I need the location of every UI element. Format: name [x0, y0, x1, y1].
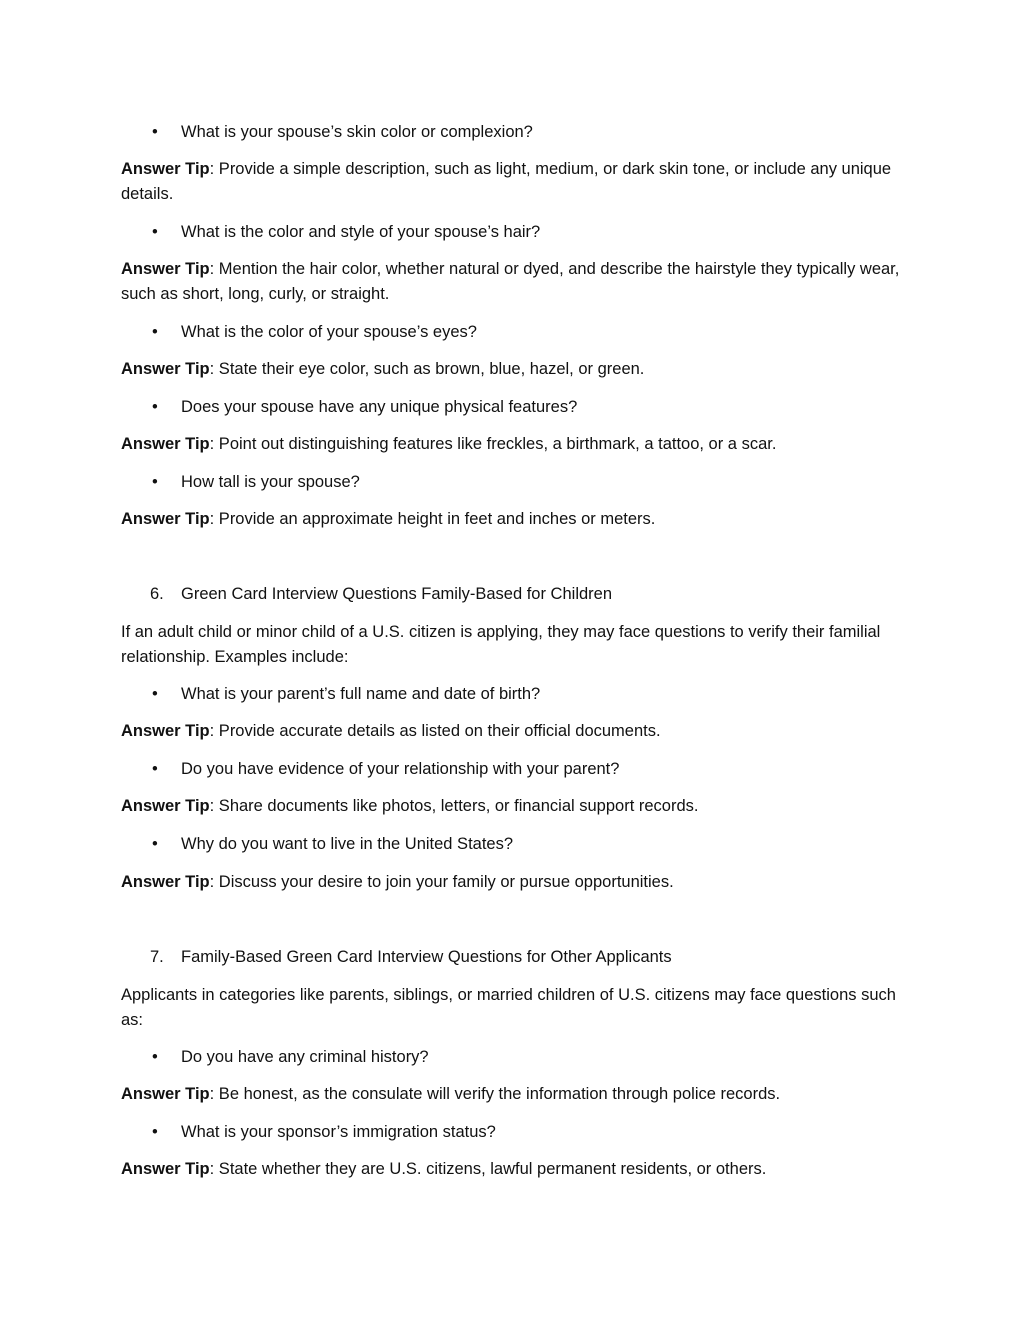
- section-heading: 7. Family-Based Green Card Interview Questions for Other Applicants: [150, 948, 672, 966]
- question-bullet: • What is your parent’s full name and date of birth?: [181, 682, 901, 707]
- question-bullet: • Do you have evidence of your relationship with your parent?: [181, 757, 901, 782]
- intro-paragraph: Applicants in categories like parents, siblings, or married children of U.S. citizens may face questions such as:: [121, 986, 896, 1029]
- answer-tip: Answer Tip: Be honest, as the consulate will verify the information through police records.: [121, 1085, 781, 1103]
- question-bullet: • Do you have any criminal history?: [181, 1045, 901, 1070]
- answer-tip: Answer Tip: Provide accurate details as listed on their official documents.: [121, 722, 661, 740]
- question-bullet: • Why do you want to live in the United States?: [181, 832, 901, 857]
- section-heading: 6. Green Card Interview Questions Family-Based for Children: [150, 585, 613, 603]
- answer-tip: Answer Tip: Provide a simple description, such as light, medium, or dark skin tone, or include any unique details.: [121, 160, 892, 203]
- answer-tip: Answer Tip: Provide an approximate height in feet and inches or meters.: [121, 510, 656, 528]
- answer-tip: Answer Tip: Share documents like photos, letters, or financial support records.: [121, 797, 699, 815]
- question-bullet: • What is your sponsor’s immigration status?: [181, 1120, 901, 1145]
- answer-tip: Answer Tip: Discuss your desire to join your family or pursue opportunities.: [121, 873, 674, 891]
- question-bullet: • How tall is your spouse?: [181, 470, 901, 495]
- question-bullet: • What is the color and style of your spouse’s hair?: [181, 220, 901, 245]
- answer-tip: Answer Tip: State their eye color, such as brown, blue, hazel, or green.: [121, 360, 645, 378]
- answer-tip: Answer Tip: Point out distinguishing features like freckles, a birthmark, a tattoo, or a scar.: [121, 435, 777, 453]
- question-bullet: • Does your spouse have any unique physical features?: [181, 395, 901, 420]
- question-bullet: • What is the color of your spouse’s eyes?: [181, 320, 901, 345]
- answer-tip: Answer Tip: State whether they are U.S. citizens, lawful permanent residents, or others.: [121, 1160, 767, 1178]
- question-bullet: • What is your spouse’s skin color or complexion?: [181, 120, 901, 145]
- answer-tip: Answer Tip: Mention the hair color, whether natural or dyed, and describe the hairstyle they typically wear, such as short, long, curly, or straight.: [121, 260, 900, 303]
- intro-paragraph: If an adult child or minor child of a U.S. citizen is applying, they may face questions to verify their familial relationship. Examples include:: [121, 623, 881, 666]
